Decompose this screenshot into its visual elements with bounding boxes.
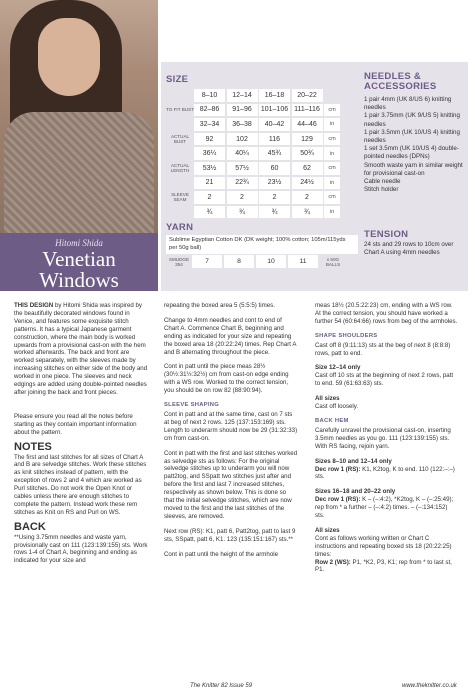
shape-shoulders-header: SHAPE SHOULDERS: [315, 332, 378, 339]
pattern-title-line1: Venetian: [42, 247, 116, 271]
size-cell: 24½: [292, 177, 323, 190]
needles-header: NEEDLES & ACCESSORIES: [364, 71, 437, 92]
size-row: 36¼ 40¼ 45¾ 50¾ in: [166, 146, 340, 161]
size-cell: 2: [292, 191, 323, 204]
size-cell: 2: [227, 191, 258, 204]
needle-item: 1 pair 3.75mm (UK 9/US 5) knitting needles: [364, 112, 460, 128]
footer-url: www.theknitter.co.uk: [402, 683, 457, 689]
size-row: SLEEVE SEAM 2 2 2 2 cm: [166, 190, 340, 205]
back-text: **Using 3.75mm needles and waste yarn, provisionally cast on 111 (123:139:155) sts. Work rows 1-4 of Chart A, beginning and ending as indicated for your size and: [14, 533, 148, 565]
size-cell: 20–22: [292, 89, 323, 102]
notes-intro: Please ensure you read all the notes before starting as they contain important information about the pattern.: [14, 412, 137, 436]
yarn-unit: x 50G BALLS: [325, 256, 341, 267]
size-cell: 16–18: [259, 89, 290, 102]
size-cell: 102: [227, 133, 258, 146]
size-cell: 60: [259, 162, 290, 175]
size-cell: 2: [194, 191, 225, 204]
size-cell: 57½: [227, 162, 258, 175]
size-cell: 50¾: [292, 147, 323, 160]
size-row: TO FIT BUST 82–86 91–96 101–106 111–116 cm: [166, 103, 340, 118]
size-cell: 116: [259, 133, 290, 146]
size-row: [166, 88, 340, 103]
tension-header: TENSION: [364, 229, 409, 240]
back-hem-header: BACK HEM: [315, 417, 349, 424]
needle-item: 1 pair 4mm (UK 8/US 6) knitting needles: [364, 96, 452, 112]
notes-text: The first and last stitches for all sizes of Chart A and B are selvedge stitches. Work these stitches as knit stitches instead of pattern, with the exception of rows 2 and 4 which are worked as Purl stitches. Do not work the Open Knot or cables unless there are enough stitches to complete the pattern. Instead work these rem stitches as Knit on RS and Purl on WS.: [14, 453, 147, 516]
face-shape: [38, 18, 100, 96]
size-cell: ¾: [194, 206, 225, 219]
col3-para: Cast off 10 sts at the beginning of next 2 rows, patt to end. 59 (61:63:63) sts.: [315, 372, 454, 388]
size-row: ACTUAL LENGTH 53½ 57½ 60 62 cm: [166, 161, 340, 176]
sleeve-shaping-header: SLEEVE SHAPING: [164, 402, 220, 409]
footer-issue: The Knitter 82 Issue 59: [190, 683, 253, 689]
needle-item: 1 pair 3.5mm (UK 10/US 4) knitting needles: [364, 128, 460, 145]
col3-para: Row 2 (WS): P1, *K2, P3, K1; rep from * to last st, P1.: [315, 558, 452, 574]
back-header: BACK: [14, 520, 46, 533]
size-cell: 23½: [259, 177, 290, 190]
yarn-header: YARN: [166, 222, 194, 233]
size-cell: 22¾: [227, 177, 258, 190]
size-subheader: Size 12–14 only: [315, 364, 361, 372]
needles-list: [364, 96, 468, 194]
yarn-shade-label: SMUDGE 354: [168, 256, 190, 267]
size-row: 21 22¾ 23½ 24½ in: [166, 176, 340, 191]
col2-para: repeating the boxed area 5 (5:5:5) times.: [164, 302, 275, 309]
col3-para: Dec row 1 (RS): K – (–:4:2), *K2tog, K – (–:25:49); rep from * a further – (–:4:2) times. – (–:134:152) sts.: [315, 496, 454, 520]
size-row: ACTUAL BUST 92 102 116 129 cm: [166, 132, 340, 147]
designer-name: Hitomi Shida: [55, 238, 103, 248]
size-cell: 40¼: [227, 147, 258, 160]
col3-para: Cast off loosely.: [315, 403, 359, 411]
needle-item: Cable needle: [364, 178, 401, 186]
size-row: 32–34 36–38 40–42 44–46 in: [166, 117, 340, 132]
col3-para: Cont as follows working written or Chart C instructions and repeating boxed sts 18 (20:22:25) times:: [315, 534, 452, 558]
size-cell: 40–42: [259, 118, 290, 131]
needle-item: Stitch holder: [364, 186, 399, 194]
size-cell: 8–10: [194, 89, 225, 102]
size-cell: 92: [194, 133, 225, 146]
intro-paragraph: THIS DESIGN by Hitomi Shida was inspired by the beautifully decorated windows found in Venice, and features some exquisite stitch patterns. It has a typical Japanese garment construction, where the main body is worked upwards from a provisional cast-on with the hem worked afterwards. The back and front are worked separately, with the sleeves made by increasing stitches on either side of the body and worked in one piece. The sleeves and neck edgings are added using double-pointed needles after joining the back and front pieces.: [14, 302, 148, 396]
column-3: [315, 302, 458, 581]
size-cell: 53½: [194, 162, 225, 175]
size-cell: ¾: [227, 206, 258, 219]
yarn-qty: 11: [288, 255, 318, 268]
col2-para: Change to 4mm needles and cont to end of Chart A. Commence Chart B, beginning and ending as indicated for your size and repeating the boxed area 18 (20:22:24) times. Rep Chart A and B alternating throughout the piece.: [164, 316, 297, 356]
title-box: [0, 233, 158, 291]
yarn-description: Sublime Egyptian Cotton DK (DK weight; 100% cotton; 105m/115yds per 50g ball): [166, 235, 358, 254]
notes-header: NOTES: [14, 440, 52, 453]
yarn-qty: 10: [256, 255, 286, 268]
size-cell: 82–86: [194, 104, 225, 117]
yarn-qty: 7: [192, 255, 222, 268]
col2-para: Cont in patt with the first and last stitches worked as selvedge sts as follows: For the original selvedge stitches up to underarm you will now patt2tog, and SSpatt two stitches just after and before the first and last 7 increased stitches, respectively as shown below. This is done so that the initial selvedge stitches, which are now moved to the first and the last stitches of the sleeves, are removed.: [164, 449, 298, 520]
size-cell: 12–14: [227, 89, 258, 102]
size-cell: ¾: [259, 206, 290, 219]
col2-para: Cont in patt until the height of the armhole: [164, 550, 279, 558]
size-cell: 91–96: [227, 104, 258, 117]
size-cell: 129: [292, 133, 323, 146]
col3-para: meas 18½ (20.5:22:23) cm, ending with a WS row. At the correct tension, you should have worked a further 54 (60:64:66) rows from beg of the armholes.: [315, 302, 458, 325]
needle-item: Smooth waste yarn in similar weight for provisional cast-on: [364, 161, 463, 177]
size-cell: 36¼: [194, 147, 225, 160]
size-cell: ¾: [292, 206, 323, 219]
size-cell: 21: [194, 177, 225, 190]
size-subheader: Sizes 8–10 and 12–14 only: [315, 457, 392, 465]
yarn-quantities: [166, 255, 346, 268]
size-cell: 36–38: [227, 118, 258, 131]
size-header: SIZE: [166, 74, 189, 85]
col3-para: Cast off 8 (9:11:13) sts at the beg of next 8 (8:8:8) rows, patt to end.: [315, 341, 451, 357]
size-cell: 62: [292, 162, 323, 175]
model-photo: [0, 0, 158, 233]
size-cell: 45¾: [259, 147, 290, 160]
needle-item: 1 set 3.5mm (UK 10/US 4) double-pointed needles (DPNs): [364, 145, 459, 161]
column-1: [14, 302, 150, 572]
col2-para: Cont in patt and at the same time, cast on 7 sts at beg of next 2 rows. 125 (137:153:169) sts. Length to underarm should now be 29 (31:32:33) cm from cast-on.: [164, 410, 298, 442]
size-cell: 44–46: [292, 118, 323, 131]
size-subheader: All sizes: [315, 526, 340, 534]
col3-para: Dec row 1 (RS): K1, K2tog, K to end. 110 (122:–:–) sts.: [315, 465, 455, 481]
column-2: [164, 302, 298, 565]
size-subheader: Sizes 16–18 and 20–22 only: [315, 488, 396, 496]
col3-para: Carefully unravel the provisional cast-on, inserting 3.5mm needles as you go. 111 (123:139:155) sts. With RS facing, rejoin yarn.: [315, 426, 451, 450]
size-subheader: All sizes: [315, 395, 340, 403]
yarn-qty: 8: [224, 255, 254, 268]
knitted-top-shape: [4, 112, 154, 233]
size-table: [166, 88, 340, 219]
size-cell: 101–106: [259, 104, 290, 117]
col2-para: Next row (RS): K1, patt 6, Patt2tog, patt to last 9 sts, SSpatt, patt 6, K1. 123 (135:151:167) sts.**: [164, 527, 296, 543]
size-cell: 111–116: [292, 104, 323, 117]
col2-para: Cont in patt until the piece meas 28½ (30½:31½:32½) cm from cast-on edge ending with a WS row. Worked to the correct tension, you should be on row 82 (88:90:94).: [164, 363, 289, 395]
size-row: ¾ ¾ ¾ ¾ in: [166, 205, 340, 220]
pattern-title-line2: Windows: [39, 268, 119, 292]
tension-text: 24 sts and 29 rows to 10cm over Chart A using 4mm needles: [364, 241, 454, 257]
size-cell: 2: [259, 191, 290, 204]
size-cell: 32–34: [194, 118, 225, 131]
